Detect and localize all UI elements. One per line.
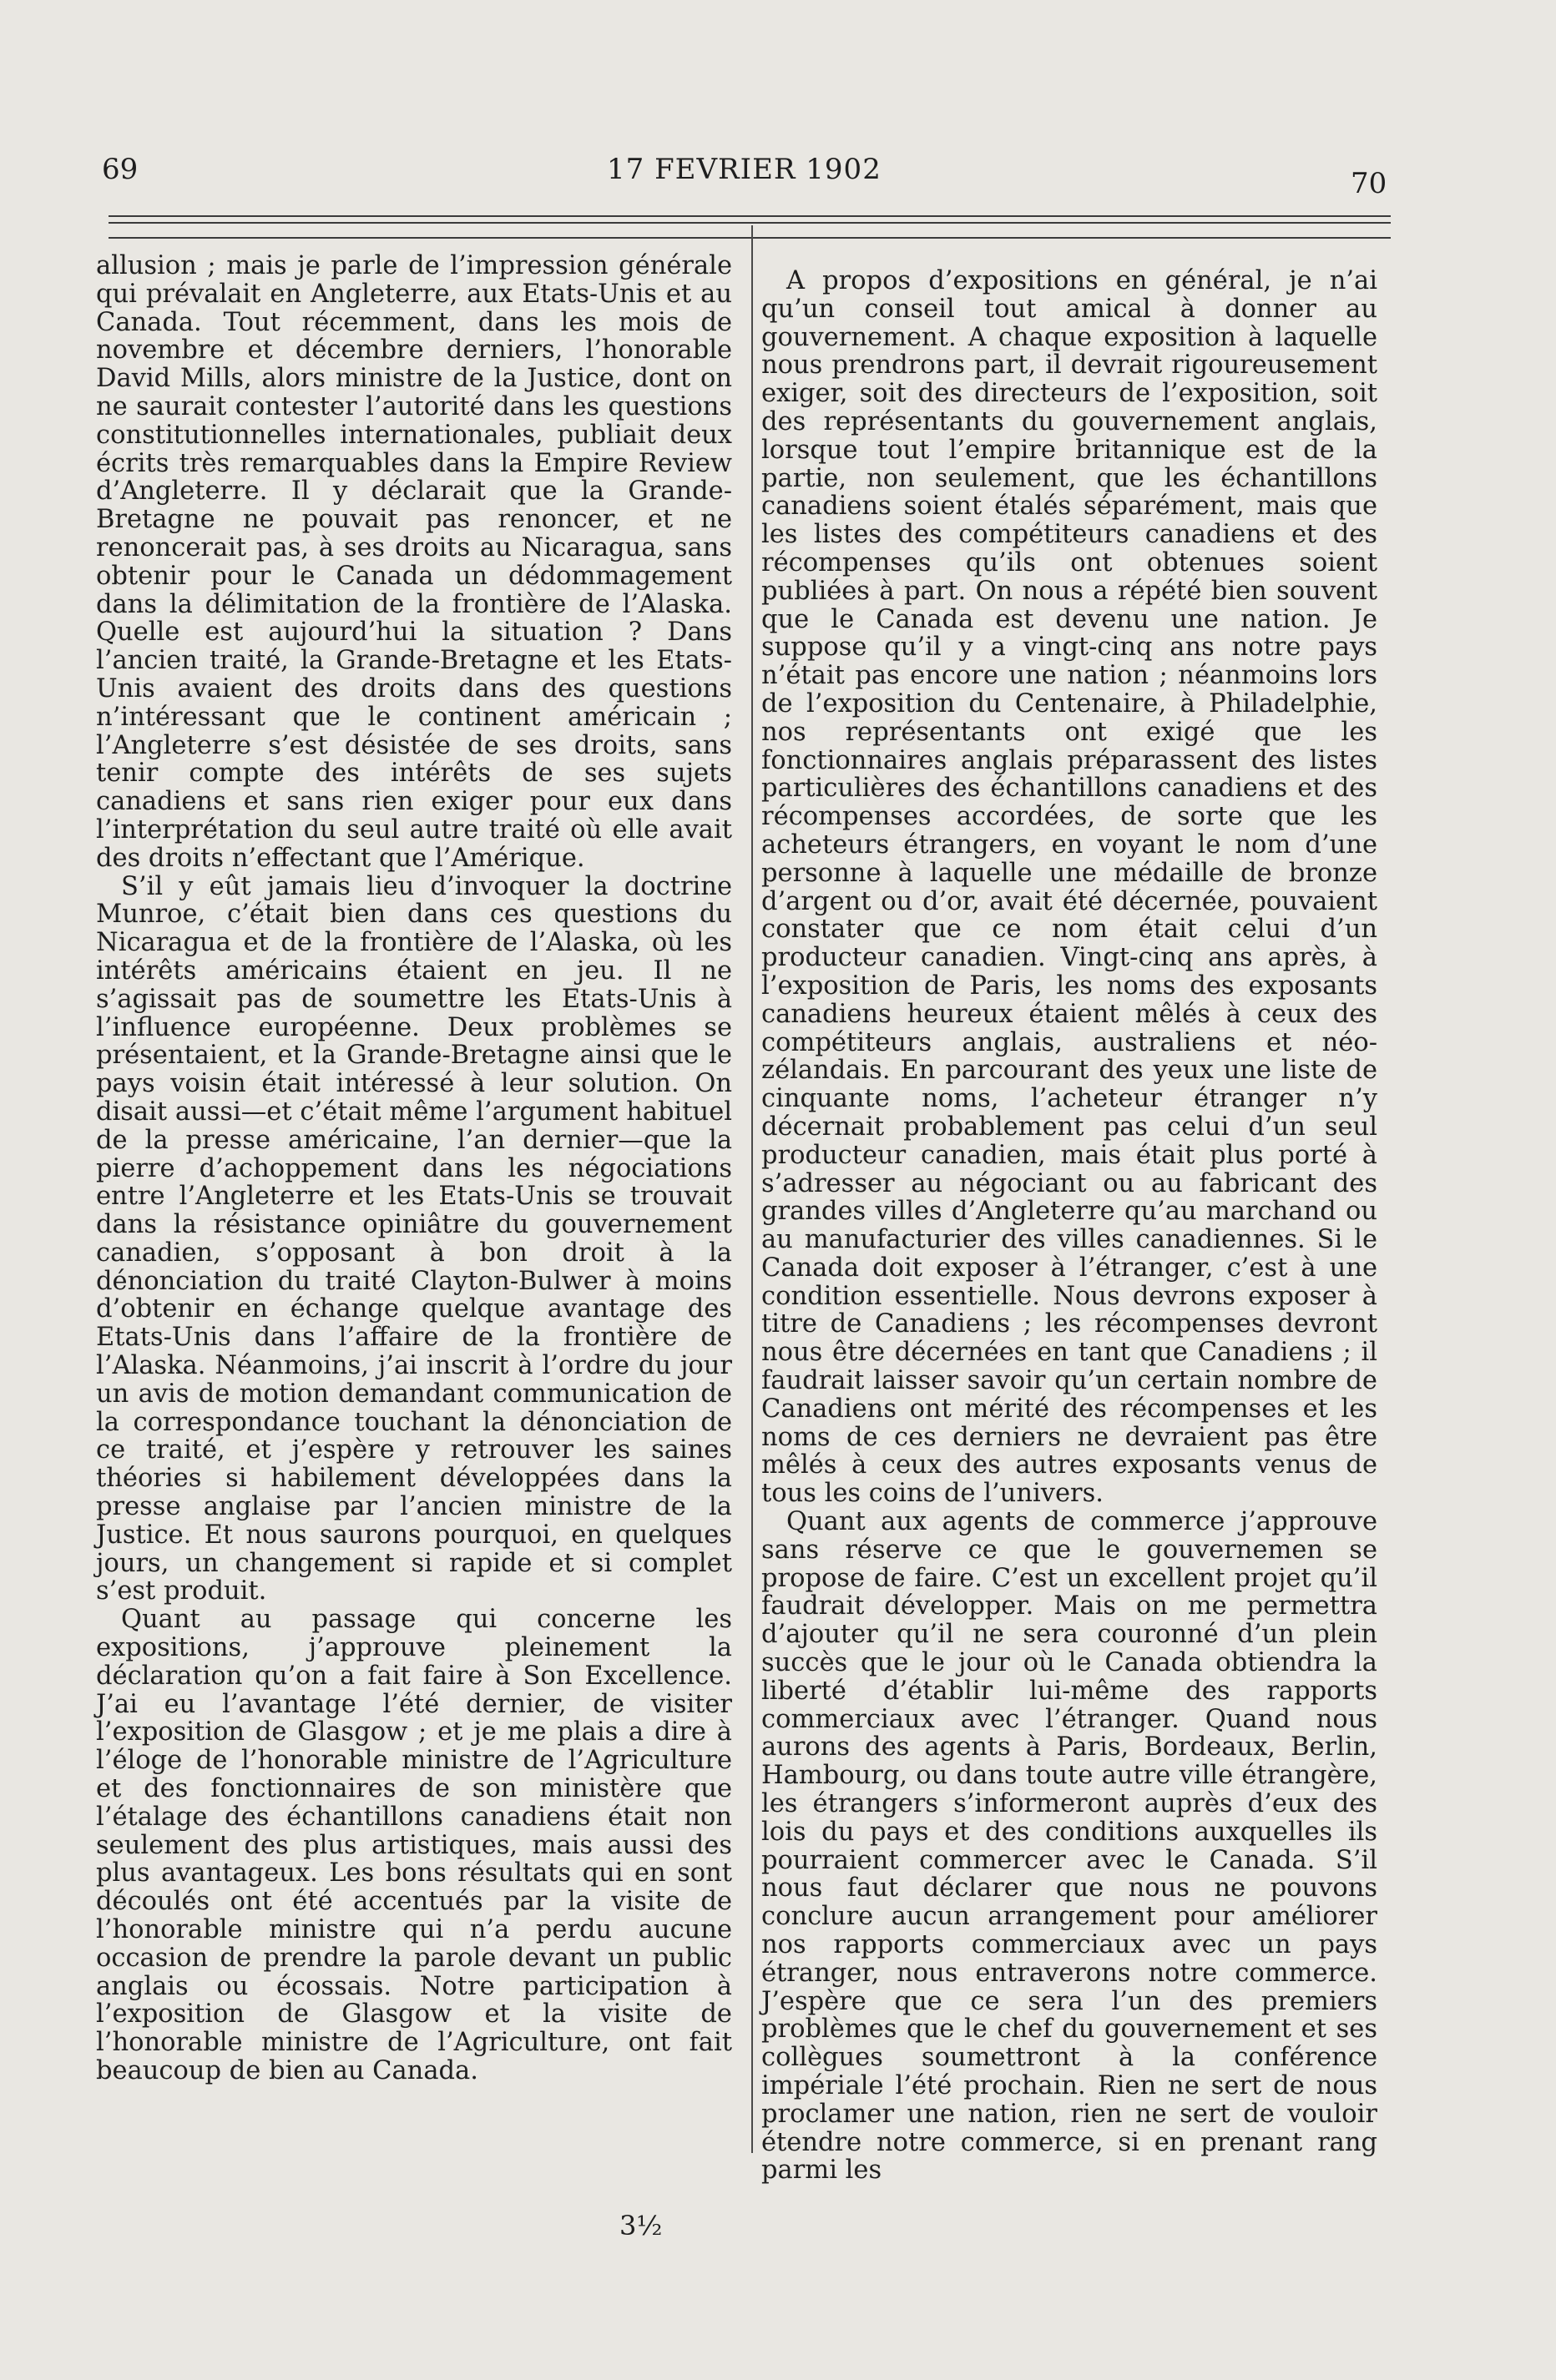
page-title: 17 FEVRIER 1902 [607, 153, 882, 186]
paragraph: S’il y eût jamais lieu d’invoquer la doctrine Munroe, c’était bien dans ces questions du Nicaragua et de la frontière de l’Alaska, où les intérêts américains étaient en jeu. Il ne s’agissait pas de soumettre les Etats-Unis à l’influence européenne. Deux problèmes se présentaient, et la Grande-Bretagne ainsi que le pays voisin était intéressé à leur solution. On disait aussi—et c’était même l’argument habituel de la presse américaine, l’an dernier—que la pierre d’achoppement dans les négociations entre l’Angleterre et les Etats-Unis se trouvait dans la résistance opiniâtre du gouvernement canadien, s’opposant à bon droit à la dénonciation du traité Clayton-Bulwer à moins d’obtenir en échange quelque avantage des Etats-Unis dans l’affaire de la frontière de l’Alaska. Néanmoins, j’ai inscrit à l’ordre du jour un avis de motion demandant communication de la correspondance touchant la dénonciation de ce traité, et j’espère y retrouver les saines théories si habilement développées dans la presse anglaise par l’ancien ministre de la Justice. Et nous saurons pourquoi, en quelques jours, un changement si rapide et si complet s’est produit. [96, 871, 732, 1606]
paragraph: Quant aux agents de commerce j’approuve sans réserve ce que le gouvernemen se propose de faire. C’est un excellent projet qu’il faudrait développer. Mais on me permettra d’ajouter qu’il ne sera couronné d’un plein succès que le jour où le Canada obtiendra la liberté d’établir lui-même des rapports commerciaux avec l’étranger. Quand nous aurons des agents à Paris, Bordeaux, Berlin, Hambourg, ou dans toute autre ville étrangère, les étrangers s’informeront auprès d’eux des lois du pays et des conditions auxquelles ils pourraient commercer avec le Canada. S’il nous faut déclarer que nous ne pouvons conclure aucun arrangement pour améliorer nos rapports commerciaux avec un pays étranger, nous entraverons notre commerce. J’espère que ce sera l’un des premiers problèmes que le chef du gouvernement et ses collègues soumettront à la conférence impériale l’été prochain. Rien ne sert de nous proclamer une nation, rien ne sert de vouloir étendre notre commerce, si en prenant rang parmi les [761, 1507, 1377, 2186]
paragraph: A propos d’expositions en général, je n’ai qu’un conseil tout amical à donner au gouvernement. A chaque exposition à laquelle nous prendrons part, il devrait rigoureusement exiger, soit des directeurs de l’exposition, soit des représentants du gouvernement anglais, lorsque tout l’empire britannique est de la partie, non seulement, que les échantillons canadiens soient étalés séparément, mais que les listes des compétiteurs canadiens et des récompenses qu’ils ont obtenues soient publiées à part. On nous a répété bien souvent que le Canada est devenu une nation. Je suppose qu’il y a vingt-cinq ans notre pays n’était pas encore une nation ; néanmoins lors de l’exposition du Centenaire, à Philadelphie, nos représentants ont exigé que les fonctionnaires anglais préparassent des listes particulières des échantillons canadiens et des récompenses accordées, de sorte que les acheteurs étrangers, en voyant le nom d’une personne à laquelle une médaille de bronze d’argent ou d’or, avait été décernée, pouvaient constater que ce nom était celui d’un producteur canadien. Vingt-cinq ans après, à l’exposition de Paris, les noms des exposants canadiens heureux étaient mêlés à ceux des compétiteurs anglais, australiens et néo-zélandais. En parcourant des yeux une liste de cinquante noms, l’acheteur étranger n’y décernait probablement pas celui d’un seul producteur canadien, mais était plus porté à s’adresser au négociant ou au fabricant des grandes villes d’Angleterre qu’au marchand ou au manufacturier des villes canadiennes. Si le Canada doit exposer à l’étranger, c’est à une condition essentielle. Nous devrons exposer à titre de Canadiens ; les récompenses devront nous être décernées en tant que Canadiens ; il faudrait laisser savoir qu’un certain nombre de Canadiens ont mérité des récompenses et les noms de ces derniers ne devraient pas être mêlés à ceux des autres exposants venus de tous les coins de l’univers. [761, 266, 1377, 1509]
paragraph: Quant au passage qui concerne les expositions, j’approuve pleinement la déclaration qu’on a fait faire à Son Excellence. J’ai eu l’avantage l’été dernier, de visiter l’exposition de Glasgow ; et je me plais a dire à l’éloge de l’honorable ministre de l’Agriculture et des fonctionnaires de son ministère que l’étalage des échantillons canadiens était non seulement des plus artistiques, mais aussi des plus avantageux. Les bons résultats qui en sont découlés ont été accentués par la visite de l’honorable ministre qui n’a perdu aucune occasion de prendre la parole devant un public anglais ou écossais. Notre participation à l’exposition de Glasgow et la visite de l’honorable ministre de l’Agriculture, ont fait beaucoup de bien au Canada. [96, 1605, 732, 2085]
header-rule [109, 215, 1391, 217]
header-rule [109, 222, 1391, 224]
right-column [761, 267, 1377, 2185]
column-divider [751, 225, 753, 2153]
signature-mark: 3½ [619, 2210, 663, 2241]
page-number-left: 69 [102, 153, 139, 186]
paragraph: allusion ; mais je parle de l’impression générale qui prévalait en Angleterre, aux Etats-Unis et au Canada. Tout récemment, dans les mois de novembre et décembre derniers, l’honorable David Mills, alors ministre de la Justice, dont on ne saurait contester l’autorité dans les questions constitutionnelles internationales, publiait deux écrits très remarquables dans la Empire Review d’Angleterre. Il y déclarait que la Grande-Bretagne ne pouvait pas renoncer, et ne renoncerait pas, à ses droits au Nicaragua, sans obtenir pour le Canada un dédommagement dans la délimitation de la frontière de l’Alaska. Quelle est aujourd’hui la situation ? Dans l’ancien traité, la Grande-Bretagne et les Etats-Unis avaient des droits dans des questions n’intéressant que le continent américain ; l’Angleterre s’est désistée de ses droits, sans tenir compte des intérêts de ses sujets canadiens et sans rien exiger pour eux dans l’interprétation du seul autre traité où elle avait des droits n’effectant que l’Amérique. [96, 251, 732, 873]
header-rule [109, 237, 1391, 239]
left-column [96, 252, 732, 2085]
page-number-right: 70 [1351, 167, 1387, 200]
